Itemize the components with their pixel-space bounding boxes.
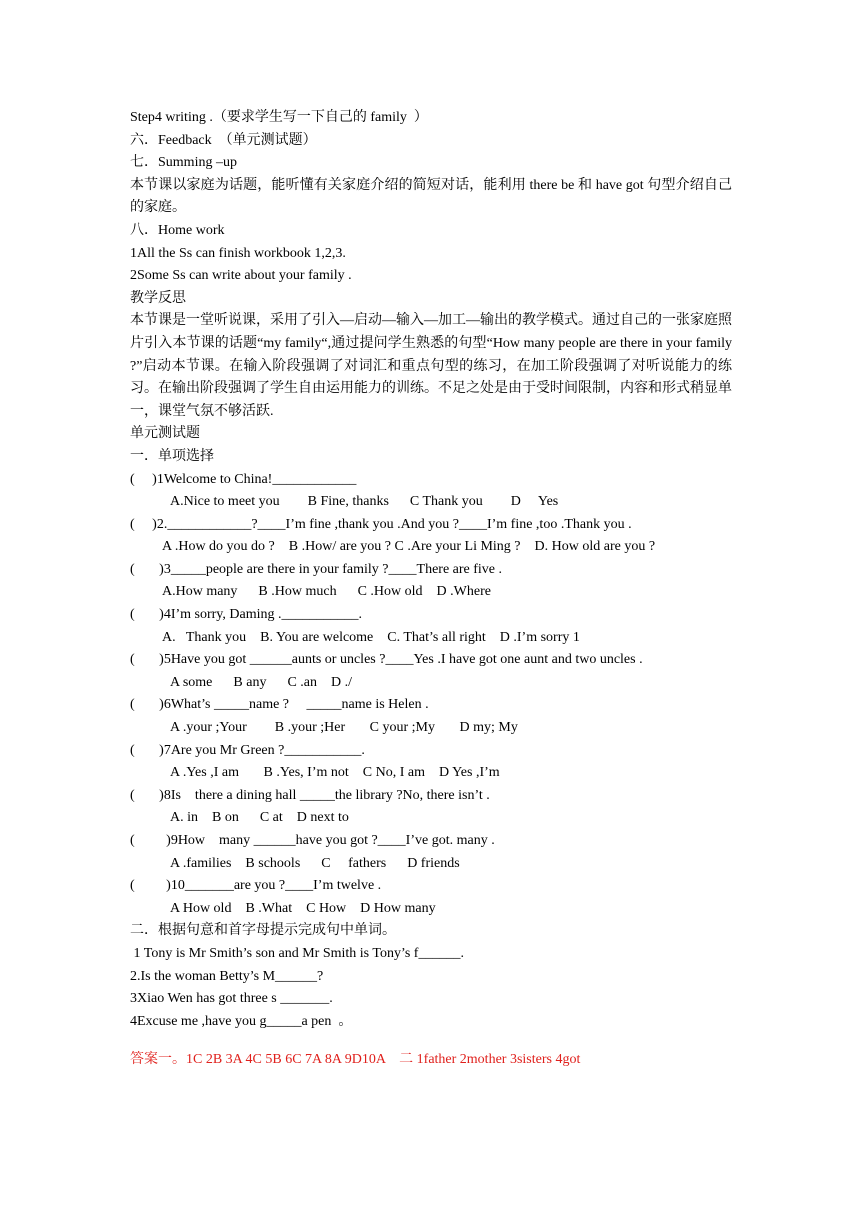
- question-2: ( )2.____________?____I’m fine ,thank you .And you ?____I’m fine ,too .Thank you .: [130, 516, 632, 532]
- reflection-paragraph: 本节课是一堂听说课，采用了引入—启动—输入—加工—输出的教学模式。通过自己的一张家庭照片引入本节课的话题“my family“,通过提问学生熟悉的句型“How many people are there in your family ?”启动本节课。在输入阶段强调了对词汇和重点句型的练习，在加工阶段强调了对听说能力的练习。在输出阶段强调了学生自由运用能力的训练。不足之处是由于受时间限制，内容和形式稍显单一，课堂气氛不够活跃.: [130, 313, 732, 419]
- homework-heading: 八．Home work: [130, 222, 225, 238]
- question-6-options: A .your ;Your B .your ;Her C your ;My D my; My: [170, 720, 518, 736]
- question-6: ( )6What’s _____name ? _____name is Helen .: [130, 697, 429, 713]
- document-page: [130, 107, 732, 1072]
- question-9: ( )9How many ______have you got ?____I’ve got. many .: [130, 833, 495, 848]
- answer-key: 答案一。1C 2B 3A 4C 5B 6C 7A 8A 9D10A 二 1father 2mother 3sisters 4got: [130, 1052, 581, 1068]
- question-7-options: A .Yes ,I am B .Yes, I’m not C No, I am D Yes ,I’m: [170, 765, 500, 781]
- question-4: ( )4I’m sorry, Daming .___________.: [130, 607, 363, 623]
- question-8-options: A. in B on C at D next to: [170, 810, 349, 826]
- step4-line: Step4 writing .（要求学生写一下自己的 family ）: [130, 110, 428, 125]
- feedback-heading: 六．Feedback （单元测试题）: [130, 132, 317, 148]
- question-10-options: A How old B .What C How D How many: [170, 900, 436, 916]
- fill-in-item-1: 1 Tony is Mr Smith’s son and Mr Smith is Tony’s f______.: [130, 945, 464, 961]
- homework-item-2: 2Some Ss can write about your family .: [130, 268, 352, 284]
- multiple-choice-heading: 一．单项选择: [130, 448, 214, 464]
- question-5-options: A some B any C .an D ./: [170, 674, 352, 690]
- question-1: ( )1Welcome to China!____________: [130, 471, 357, 487]
- question-9-options: A .families B schools C fathers D friends: [170, 855, 460, 871]
- fill-in-item-2: 2.Is the woman Betty’s M______?: [130, 968, 324, 984]
- reflection-heading: 教学反思: [130, 290, 186, 306]
- question-3-options: A.How many B .How much C .How old D .Where: [162, 584, 491, 600]
- question-5: ( )5Have you got ______aunts or uncles ?____Yes .I have got one aunt and two uncles .: [130, 652, 643, 668]
- question-10: ( )10_______are you ?____I’m twelve .: [130, 878, 382, 894]
- summing-up-heading: 七．Summing –up: [130, 155, 237, 171]
- question-2-options: A .How do you do ? B .How/ are you ? C .Are your Li Ming ? D. How old are you ?: [162, 539, 656, 555]
- fill-in-item-4: 4Excuse me ,have you g_____a pen 。: [130, 1013, 353, 1029]
- unit-test-heading: 单元测试题: [130, 426, 200, 442]
- question-4-options: A. Thank you B. You are welcome C. That’s all right D .I’m sorry 1: [162, 629, 580, 645]
- fill-in-item-3: 3Xiao Wen has got three s _______.: [130, 991, 333, 1007]
- homework-item-1: 1All the Ss can finish workbook 1,2,3.: [130, 245, 346, 261]
- fill-in-heading: 二．根据句意和首字母提示完成句中单词。: [130, 923, 396, 939]
- summary-paragraph: 本节课以家庭为话题，能听懂有关家庭介绍的简短对话，能利用 there be 和 have got 句型介绍自己的家庭。: [130, 177, 732, 216]
- question-1-options: A.Nice to meet you B Fine, thanks C Thank you D Yes: [170, 494, 559, 510]
- question-3: ( )3_____people are there in your family ?____There are five .: [130, 561, 503, 577]
- question-7: ( )7Are you Mr Green ?___________.: [130, 742, 365, 758]
- question-8: ( )8Is there a dining hall _____the library ?No, there isn’t .: [130, 787, 490, 803]
